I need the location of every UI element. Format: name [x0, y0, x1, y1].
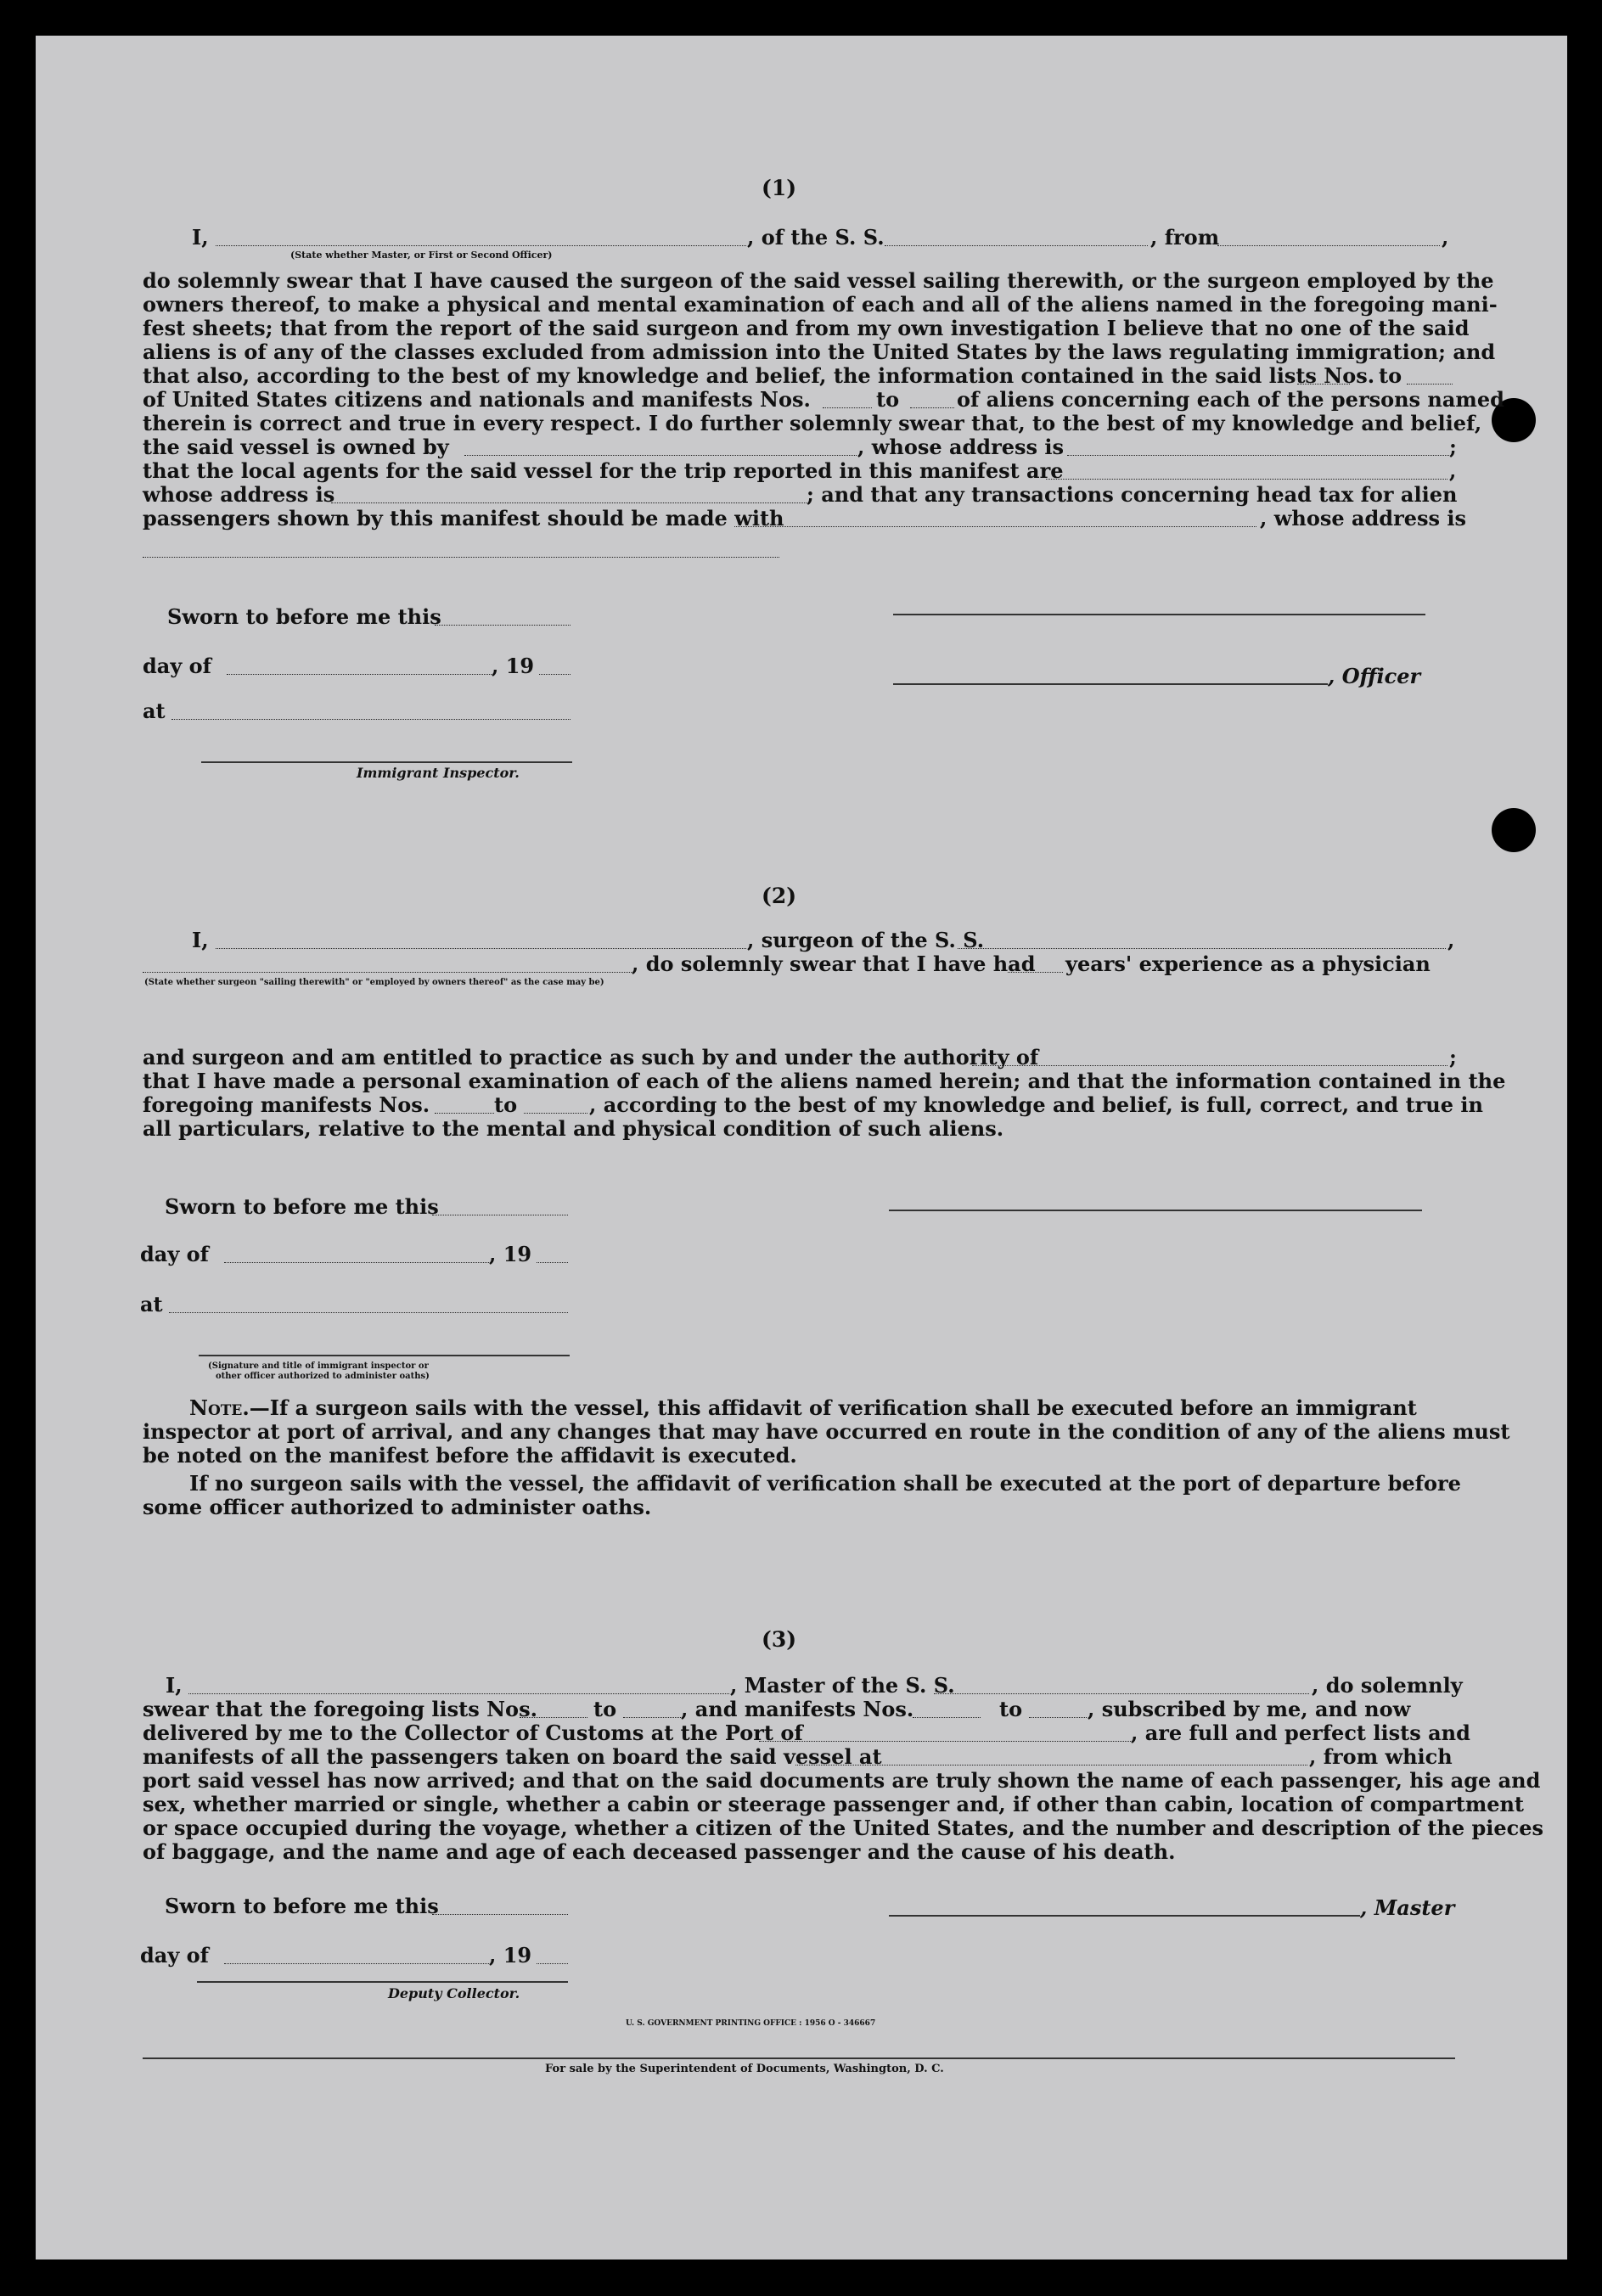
head-tax-party-field[interactable] — [734, 526, 1256, 527]
note-label: Note.—If a surgeon sails with the vessel, this affidavit of verification shall be executed before an immigrant — [189, 1395, 1417, 1420]
master-signature-line[interactable] — [889, 1915, 1360, 1917]
punch-hole-bottom — [1492, 808, 1536, 852]
officer-caption: (State whether Master, or First or Second Officer) — [290, 250, 553, 261]
s2-manifests-to-field[interactable] — [524, 1113, 587, 1114]
port-of-embarkation-field[interactable] — [795, 1765, 1307, 1766]
footer-rule — [143, 2057, 1455, 2059]
head-tax-address-field[interactable] — [143, 557, 779, 558]
agents-address-field[interactable] — [331, 502, 807, 503]
surgeon-status-field[interactable] — [143, 972, 632, 973]
s2-year-field[interactable] — [537, 1262, 568, 1263]
s3-lists-to-field[interactable] — [623, 1717, 681, 1718]
practice-authority-field[interactable] — [972, 1065, 1447, 1066]
section-1-heading: (1) — [762, 176, 797, 200]
s1-i-label: I, — [192, 225, 209, 250]
s3-sworn-date-field[interactable] — [432, 1914, 568, 1915]
collector-title: Deputy Collector. — [388, 1985, 520, 2001]
inspector-title: Immigrant Inspector. — [357, 765, 520, 781]
local-agents-field[interactable] — [1046, 479, 1447, 480]
from-port-field[interactable] — [1217, 245, 1440, 246]
vessel-name-field[interactable] — [885, 245, 1148, 246]
surgeon-signature-line[interactable] — [889, 1210, 1422, 1211]
port-of-arrival-field[interactable] — [759, 1741, 1131, 1742]
manifests-nos-from-field[interactable] — [823, 407, 872, 408]
surgeon-name-field[interactable] — [216, 948, 746, 949]
s1-place-field[interactable] — [171, 719, 571, 720]
s1-month-field[interactable] — [227, 674, 492, 675]
sale-notice: For sale by the Superintendent of Documents, Washington, D. C. — [545, 2063, 944, 2075]
lists-nos-to-field[interactable] — [1407, 384, 1453, 385]
s2-place-field[interactable] — [169, 1312, 568, 1313]
s2-inspector-signature-line[interactable] — [199, 1355, 570, 1356]
inspector-signature-line[interactable] — [201, 761, 572, 763]
form-sheet: (1) I, , of the S. S. , from , (State whether Master, or First or Second Officer) do solemnly swear that I have caused the surgeon of the said vessel sailing therewith, or the surgeon employed by the owners thereof, to make a physical and mental examination of each and all of the aliens named in the foregoing mani- fest sheets; that from the report of the said surgeon and from my own investigation I believe that no one of the said aliens is of any of the classes excluded from admission into the United States by the laws regulating immigration; and that also, according to the best of my knowledge and belief, the information contained in the said lists Nos. to of United States citizens and nationals and manifests Nos. to of aliens concerning each of the persons named therein is correct and true in every respect. I do further solemnly swear that, to the best of my knowledge and belief, the said vessel is owned by , whose address is ; that the local agents for the said vessel for the trip reported in this manifest are , whose address is ; and that any transactions concerning head tax for alien passengers shown by this manifest should be made with , whose address is Sworn to before me this day of , 19 , Officer at Immigrant Inspector. (2) I, , surgeon of the S. S. , , do solemnly swear that I have had years' experience as a physician (State whether surgeon "sailing therewith" or "employed by owners thereof" as the case may be) and surgeon and am entitled to practice as such by and under the authority of ; that I have made a personal examination of each of the aliens named herein; and that the information contained in the foregoing manifests Nos. to , according to the best of my knowledge and belief, is full, correct, and true in all particulars, relative to the mental and physical condition of such aliens. Sworn to before me this day of , 19 at (Signature and title of immigrant inspector or other officer authorized to administer oaths) Note.—If a surgeon sails with the vessel, this affidavit of verification shall be executed before an immigrant inspector at port of arrival, and any changes that may have occurred en route in the condition of any of the aliens must be noted on the manifest before the affidavit is executed. If no surgeon sails with the vessel, the affidavit of verification shall be executed at the port of departure before some officer authorized to administer oaths. (3) I, , Master of the S. S. , do solemnly swear that the foregoing lists Nos. to , and manifests Nos. to , subscribed by me, and now delivered by me to the Collector of Customs at the Port of , are full and perfect lists and manifests of all the passengers taken on board the said vessel at , from which port said vessel has now arrived; and that on the said documents are truly shown the name of each passenger, his age and sex, whether married or single, whether a cabin or steerage passenger and, if other than cabin, location of compartment or space occupied during the voyage, whether a citizen of the United States, and the number and description of the pieces of baggage, and the name and age of each deceased passenger and the cause of his death. Sworn to before me this , Master day of , 19 Deputy Collector. U. S. GOVERNMENT PRINTING OFFICE : 1956 O - 346667 For sale by the Superintendent of Documents, Washington, D. C. — [36, 36, 1567, 2260]
section-2-heading: (2) — [762, 884, 797, 908]
s1-year-field[interactable] — [539, 674, 571, 675]
manifests-nos-to-field[interactable] — [910, 407, 954, 408]
officer-name-field[interactable] — [216, 245, 746, 246]
s3-manifests-to-field[interactable] — [1029, 1717, 1087, 1718]
s2-vessel-field[interactable] — [958, 948, 1446, 949]
s1-sworn-date-field[interactable] — [435, 625, 571, 626]
section-3-heading: (3) — [762, 1627, 797, 1652]
master-name-field[interactable] — [188, 1693, 729, 1694]
s3-manifests-from-field[interactable] — [913, 1717, 981, 1718]
surgeon-caption: (State whether surgeon "sailing therewith" or "employed by owners thereof" as the case may be) — [144, 978, 604, 987]
owner-address-field[interactable] — [1067, 455, 1449, 456]
s1-signature-line[interactable] — [893, 614, 1425, 615]
gpo-imprint: U. S. GOVERNMENT PRINTING OFFICE : 1956 O - 346667 — [626, 2019, 876, 2028]
officer-title: , Officer — [1328, 664, 1421, 688]
s2-manifests-from-field[interactable] — [435, 1113, 494, 1114]
s2-month-field[interactable] — [224, 1262, 489, 1263]
s3-month-field[interactable] — [224, 1963, 489, 1964]
s3-year-field[interactable] — [537, 1963, 568, 1964]
vessel-owner-field[interactable] — [464, 455, 857, 456]
years-experience-field[interactable] — [1008, 972, 1063, 973]
lists-nos-from-field[interactable] — [1297, 384, 1350, 385]
officer-signature-line[interactable] — [893, 683, 1328, 685]
collector-signature-line[interactable] — [197, 1981, 568, 1983]
master-title: , Master — [1360, 1895, 1455, 1920]
s3-vessel-field[interactable] — [934, 1693, 1309, 1694]
s3-lists-from-field[interactable] — [520, 1717, 587, 1718]
